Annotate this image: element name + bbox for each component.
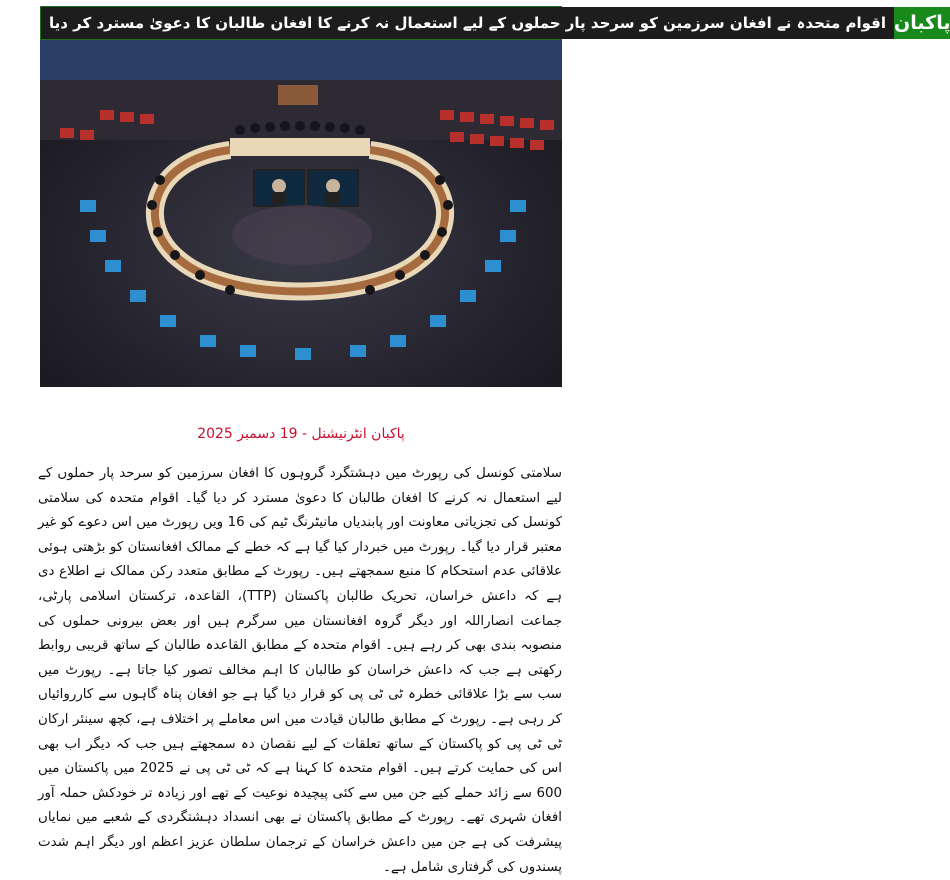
un-security-council-photo-icon bbox=[40, 40, 562, 387]
top-banner bbox=[40, 6, 950, 40]
headline: اقوام متحدہ نے افغان سرزمین کو سرحد پار حملوں کے لیے استعمال نہ کرنے کا افغان طالبان کا دعویٰ مسترد کر دیا bbox=[41, 7, 894, 39]
brand-label[interactable]: پاکبان bbox=[894, 7, 950, 39]
article-body: سلامتی کونسل کی رپورٹ میں دہشتگرد گروہوں کا افغان سرزمین کو سرحد پار حملوں کے لیے استعمال نہ کرنے کا افغان طالبان کا دعویٰ مسترد کر دیا گیا۔ اقوام متحدہ کی سلامتی کونسل کی تجزیاتی معاونت اور پابندیاں مانیٹرنگ ٹیم کی 16 ویں رپورٹ میں اس دعوے کو غیر معتبر قرار دیا گیا۔ رپورٹ میں خبردار کیا گیا ہے کہ خطے کے ممالک افغانستان کو بڑھتی ہوئی علاقائی عدم استحکام کا منبع سمجھتے ہیں۔ رپورٹ کے مطابق متعدد رکن ممالک نے اطلاع دی ہے کہ داعش خراسان، تحریک طالبان پاکستان (TTP)، القاعدہ، ترکستان اسلامی پارٹی، جماعت انصاراللہ اور دیگر گروہ افغانستان میں سرگرم ہیں اور بعض بیرونی حملوں کی منصوبہ بندی بھی کر رہے ہیں۔ اقوام متحدہ کے مطابق القاعدہ طالبان کے ساتھ قریبی روابط رکھتی ہے جب کہ داعش خراسان کو طالبان کا اہم مخالف تصور کیا جاتا ہے۔ رپورٹ میں سب سے بڑا علاقائی خطرہ ٹی ٹی پی کو قرار دیا گیا ہے جو افغان پناہ گاہوں سے کارروائیاں کر رہی ہے۔ رپورٹ کے مطابق طالبان قیادت میں اس معاملے پر اختلاف ہے، کچھ سینئر ارکان ٹی ٹی پی کو پاکستان کے ساتھ تعلقات کے لیے نقصان دہ سمجھتے ہیں جب کہ دیگر اب بھی اس کی حمایت کرتے ہیں۔ اقوام متحدہ کا کہنا ہے کہ ٹی ٹی پی نے 2025 میں پاکستان میں 600 سے زائد حملے کیے جن میں سے کئی پیچیدہ نوعیت کے تھے اور زیادہ تر خودکش حملہ آور افغان شہری تھے۔ رپورٹ کے مطابق پاکستان نے بھی انسداد دہشتگردی کے شعبے میں نمایاں پیشرفت کی ہے جن میں داعش خراسان کے ترجمان سلطان عزیز اعظم اور دیگر اہم شدت پسندوں کی گرفتاری شامل ہے۔ bbox=[38, 466, 563, 875]
dateline: پاکبان انٹرنیشنل - 19 دسمبر 2025 bbox=[197, 426, 405, 442]
